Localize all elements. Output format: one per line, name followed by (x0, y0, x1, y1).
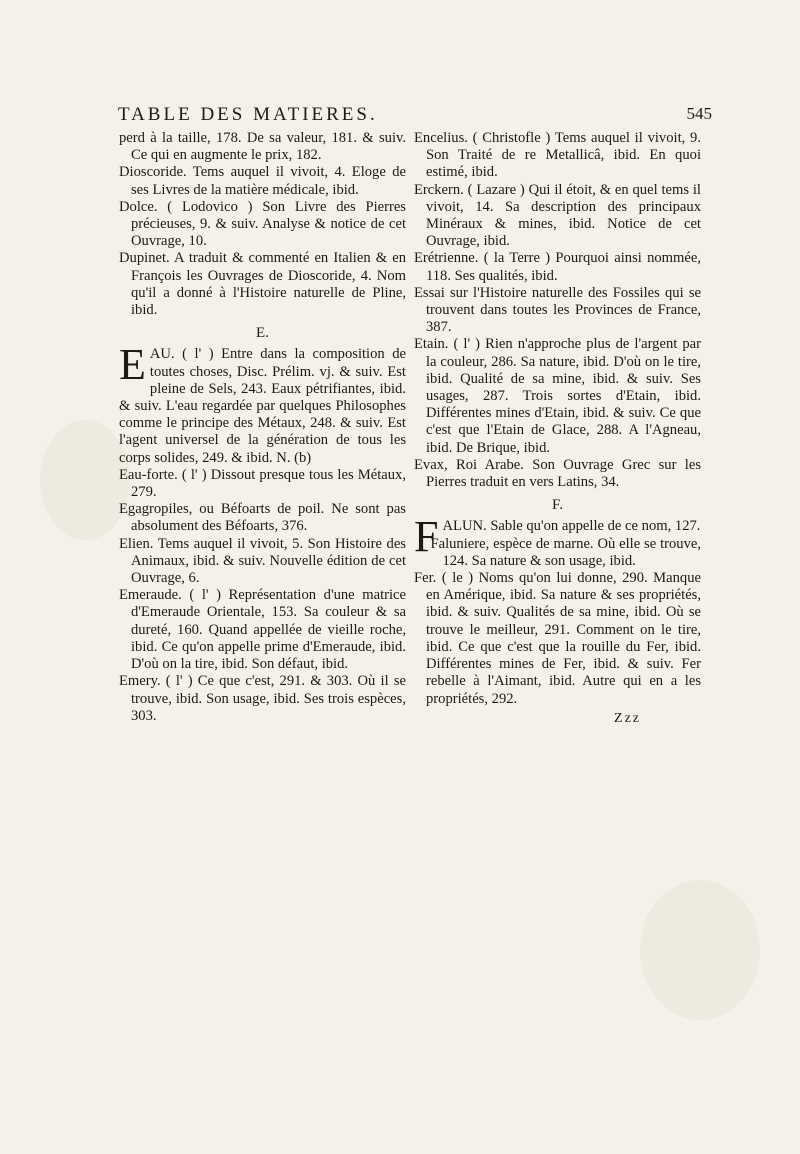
dropcap-entry-text: AU. ( l' ) Entre dans la composition de toutes choses, Disc. Prélim. vj. & suiv. Est pleine de Sels, 243. Eaux pétrifiantes, ibid. & suiv. L'eau regardée par quelques Philosophes comme le principe des Métaux, 248. & suiv. Est l'agent universel de la génération de tous les corps solides, 249. & ibid. N. (b) (119, 346, 406, 466)
index-entry: Fer. ( le ) Noms qu'on lui donne, 290. Manque en Amérique, ibid. Sa nature & ses propriétés, ibid. & suiv. Qualités de sa mine, ibid. Où se trouve le meilleur, 291. Comment on le tire, ibid. Ce que c'est que la rouille du Fer, ibid. Différentes mines de Fer, ibid. & suiv. Fer rebelle à l'Aimant, ibid. Autre qui en a les propriétés, 292. (414, 570, 701, 707)
paper-stain (640, 880, 760, 1020)
paper-stain (40, 420, 130, 540)
dropcap-entry-text: ALUN. Sable qu'on appelle de ce nom, 127. (442, 518, 701, 535)
index-entry: Etain. ( l' ) Rien n'approche plus de l'argent par la couleur, 286. Sa nature, ibid. D'où on le tire, ibid. Qualité de sa mine, ibid. & suiv. Ses usages, 287. Trois sortes d'Etain, ibid. Différentes mines d'Etain, ibid. & suiv. Ce que c'est que l'Etain de Glace, 288. A l'Agneau, ibid. De Brique, ibid. (414, 336, 701, 456)
index-entry: perd à la taille, 178. De sa valeur, 181. & suiv. Ce qui en augmente le prix, 182. (119, 130, 406, 164)
page-number: 545 (686, 104, 712, 123)
running-head-title: TABLE DES MATIERES. (118, 104, 378, 125)
right-column (414, 130, 701, 727)
letter-heading: F. (552, 497, 563, 514)
index-entry: Dolce. ( Lodovico ) Son Livre des Pierres précieuses, 9. & suiv. Analyse & notice de cet Ouvrage, 10. (119, 198, 406, 250)
index-entry: Emeraude. ( l' ) Représentation d'une matrice d'Emeraude Orientale, 153. Sa couleur & sa dureté, 160. Quand appellée de vieille roche, ibid. Ce qu'on appelle prime d'Emeraude, ibid. D'où on la tire, ibid. Son défaut, ibid. (119, 587, 406, 673)
index-entry: Evax, Roi Arabe. Son Ouvrage Grec sur les Pierres traduit en vers Latins, 34. (414, 456, 701, 491)
index-entry: Dioscoride. Tems auquel il vivoit, 4. Eloge de ses Livres de la matière médicale, ibid. (119, 164, 406, 198)
index-entry: Eau-forte. ( l' ) Dissout presque tous les Métaux, 279. (119, 466, 406, 501)
running-head (118, 104, 718, 126)
left-column (119, 130, 406, 725)
catchword: Zzz (614, 710, 641, 726)
index-entry: Elien. Tems auquel il vivoit, 5. Son Histoire des Animaux, ibid. & suiv. Nouvelle édition de cet Ouvrage, 6. (119, 535, 406, 587)
index-entry: Erétrienne. ( la Terre ) Pourquoi ainsi nommée, 118. Ses qualités, ibid. (414, 250, 701, 284)
index-entry: Encelius. ( Christofle ) Tems auquel il vivoit, 9. Son Traité de re Metallicâ, ibid. En quoi estimé, ibid. (414, 130, 701, 181)
index-entry: Erckern. ( Lazare ) Qui il étoit, & en quel tems il vivoit, 14. Sa description des principaux Minéraux & mines, ibid. Notice de cet Ouvrage, ibid. (414, 181, 701, 250)
letter-heading: E. (256, 325, 269, 342)
dropcap-entry (119, 340, 406, 466)
index-entry: Emery. ( l' ) Ce que c'est, 291. & 303. Où il se trouve, ibid. Son usage, ibid. Ses trois espèces, 303. (119, 673, 406, 724)
index-entry: Faluniere, espèce de marne. Où elle se trouve, 124. Sa nature & son usage, ibid. (430, 535, 701, 569)
index-entry: Dupinet. A traduit & commenté en Italien & en François les Ouvrages de Dioscoride, 4. Nom qu'il a donné à l'Histoire naturelle de Pline, ibid. (119, 250, 406, 319)
index-entry: Essai sur l'Histoire naturelle des Fossiles qui se trouvent dans toutes les Provinces de France, 387. (414, 284, 701, 336)
index-entry: Egagropiles, ou Béfoarts de poil. Ne sont pas absolument des Béfoarts, 376. (119, 501, 406, 535)
drop-capital: E (119, 340, 146, 390)
drop-capital: F (414, 512, 439, 562)
